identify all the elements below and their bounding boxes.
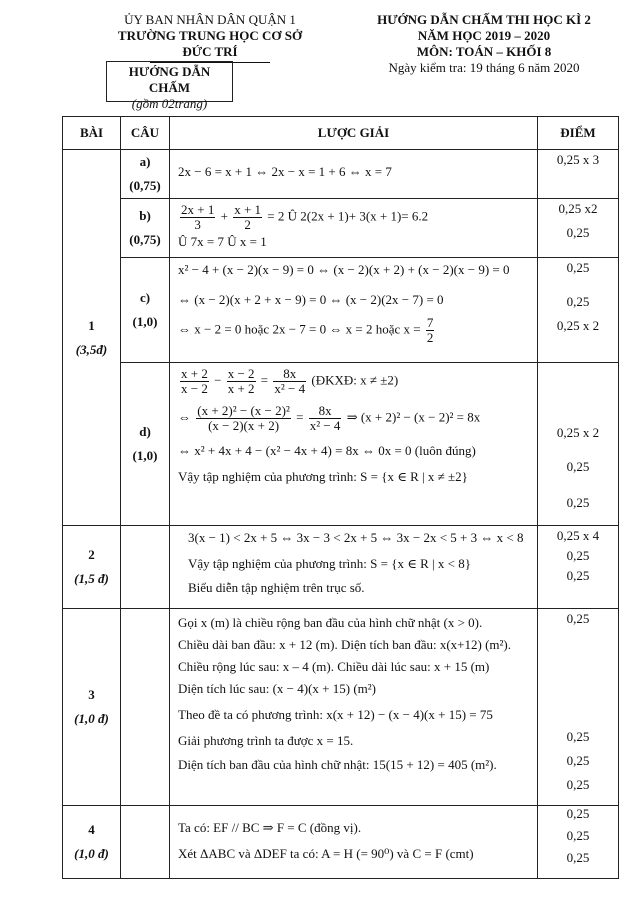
solution-line [178, 367, 531, 396]
score-value: 0,25 [566, 495, 590, 510]
district-committee: ỦY BAN NHÂN DÂN QUẬN 1 [124, 12, 296, 27]
numerator: 7 [426, 315, 434, 330]
problem-2-cell [63, 526, 121, 609]
solution-line [178, 404, 531, 433]
solution-1d [170, 363, 538, 526]
part-1c-cell [121, 258, 170, 363]
solution-line: Biểu diễn tập nghiệm trên trục số. [188, 580, 365, 595]
fraction [196, 404, 291, 433]
header-right [362, 12, 606, 76]
denominator: x − 2 [181, 381, 208, 396]
fraction [180, 203, 215, 232]
solution-line: Giải phương trình ta được x = 15. [178, 733, 354, 748]
table-header-row [63, 117, 619, 150]
score-value: 0,25 [566, 548, 590, 563]
exam-date: Ngày kiểm tra: 19 tháng 6 năm 2020 [388, 60, 580, 75]
problem-points: (3,5đ) [75, 341, 108, 357]
header-bai: BÀI [63, 117, 121, 150]
header-diem: ĐIỂM [538, 117, 619, 150]
score-value: 0,25 x 3 [556, 152, 600, 167]
table-row [63, 609, 619, 806]
part-1d-cell [121, 363, 170, 526]
score-value: 0,25 [566, 568, 590, 583]
score-value: 0,25 [566, 777, 590, 792]
numerator: x + 1 [234, 202, 262, 217]
part-points: (0,75) [129, 232, 161, 247]
table-row [63, 258, 619, 363]
grading-guide-title: HƯỚNG DẪN CHẤM [128, 64, 211, 95]
solution-line: Chiều rộng lúc sau: x – 4 (m). Chiều dài lúc sau: x + 15 (m) [178, 659, 490, 674]
score-1c [538, 258, 619, 363]
problem-3-cell [63, 609, 121, 806]
solution-line: x² − 4 + (x − 2)(x − 9) = 0 ⇔ (x − 2)(x + 2) + (x − 2)(x − 9) = 0 [178, 262, 510, 277]
score-1b [538, 199, 619, 258]
problem-1-cell [63, 150, 121, 526]
fraction [227, 367, 256, 396]
problem-4-cell [63, 806, 121, 879]
operator: ⇔ [178, 409, 191, 425]
problem-points: (1,5 đ) [74, 571, 109, 586]
equation-text: ⇔ x − 2 = 0 hoặc 2x − 7 = 0 ⇔ x = 2 hoặc x = [178, 321, 421, 337]
table-row [63, 806, 619, 879]
exam-title: HƯỚNG DẪN CHẤM THI HỌC KÌ 2 [377, 12, 591, 27]
part-label: b) [139, 208, 151, 223]
solution-3 [170, 609, 538, 806]
header-cau: CÂU [121, 117, 170, 150]
header-luoc-giai: LƯỢC GIẢI [170, 117, 538, 150]
score-value: 0,25 [566, 225, 590, 240]
part-points: (1,0) [132, 314, 158, 329]
part-label: d) [139, 424, 151, 439]
score-3 [538, 609, 619, 806]
table-row [63, 199, 619, 258]
solution-line: Xét ΔABC và ΔDEF ta có: A = H (= 90⁰) và C = F (cmt) [178, 846, 474, 861]
part-1b-cell [121, 199, 170, 258]
table-row [63, 363, 619, 526]
part-label: a) [139, 154, 151, 169]
score-value: 0,25 [566, 729, 590, 744]
solution-2 [170, 526, 538, 609]
solution-1b [170, 199, 538, 258]
score-value: 0,25 [566, 806, 590, 821]
equation-rest: ⇒ (x + 2)² − (x − 2)² = 8x [346, 409, 481, 425]
numerator: (x + 2)² − (x − 2)² [197, 403, 290, 418]
solution-line: Diện tích ban đầu của hình chữ nhật: 15(15 + 12) = 405 (m²). [178, 757, 497, 772]
part-4-cell [121, 806, 170, 879]
score-value: 0,25 x 2 [556, 318, 600, 333]
problem-number: 1 [88, 317, 95, 333]
subject-grade: MÔN: TOÁN – KHỐI 8 [416, 44, 552, 59]
denominator: x + 2 [227, 381, 255, 396]
solution-line: 2x − 6 = x + 1 ⇔ 2x − x = 1 + 6 ⇔ x = 7 [178, 164, 392, 179]
score-2 [538, 526, 619, 609]
score-value: 0,25 [566, 459, 590, 474]
numerator: x + 2 [181, 366, 208, 381]
denominator: (x − 2)(x + 2) [208, 418, 280, 433]
problem-number: 4 [88, 822, 95, 837]
table-row [63, 150, 619, 199]
score-value: 0,25 [566, 611, 590, 626]
denominator: x² − 4 [309, 418, 341, 433]
solution-line: 3(x − 1) < 2x + 5 ⇔ 3x − 3 < 2x + 5 ⇔ 3x − 2x < 5 + 3 ⇔ x < 8 [188, 530, 524, 545]
score-value: 0,25 x 4 [556, 528, 600, 543]
operator: = [296, 409, 304, 425]
solution-1a [170, 150, 538, 199]
page-count-note: (gồm 02trang) [131, 96, 208, 111]
solution-line [178, 203, 531, 232]
score-1d [538, 363, 619, 526]
solution-line: Diện tích lúc sau: (x − 4)(x + 15) (m²) [178, 681, 376, 696]
solution-line: Vậy tập nghiệm của phương trình: S = {x ∈ R | x < 8} [188, 556, 471, 571]
operator: = [260, 372, 269, 388]
denominator: 3 [194, 217, 201, 232]
fraction [426, 316, 435, 345]
equation-rest: = 2 Û 2(2x + 1)+ 3(x + 1)= 6.2 [267, 208, 429, 224]
score-value: 0,25 [566, 828, 590, 843]
school-name: TRƯỜNG TRUNG HỌC CƠ SỞ ĐỨC TRÍ [117, 28, 303, 59]
denominator: x² − 4 [274, 381, 306, 396]
solution-line: Vậy tập nghiệm của phương trình: S = {x ∈ R | x ≠ ±2} [178, 469, 468, 484]
part-points: (0,75) [129, 178, 161, 193]
domain-condition: (ĐKXĐ: x ≠ ±2) [311, 372, 399, 388]
numerator: x − 2 [227, 366, 255, 381]
solution-1c [170, 258, 538, 363]
score-value: 0,25 [566, 850, 590, 865]
numerator: 8x [309, 404, 342, 419]
solution-line: Theo đề ta có phương trình: x(x + 12) − (x − 4)(x + 15) = 75 [178, 707, 493, 722]
problem-number: 2 [88, 547, 95, 562]
solution-line [178, 316, 531, 345]
fraction [309, 404, 342, 433]
score-value: 0,25 [566, 753, 590, 768]
operator: − [214, 372, 222, 388]
table-row [63, 526, 619, 609]
numerator: 2x + 1 [181, 202, 215, 217]
part-label: c) [139, 290, 151, 305]
solution-line: Ta có: EF // BC ⇒ F = C (đồng vị). [178, 820, 362, 835]
denominator: 2 [426, 330, 434, 345]
grading-guide-box [106, 61, 233, 111]
problem-number: 3 [88, 687, 95, 702]
score-value: 0,25 x 2 [556, 425, 600, 440]
solution-line: Gọi x (m) là chiều rộng ban đầu của hình chữ nhật (x > 0). [178, 615, 483, 630]
score-value: 0,25 [566, 294, 590, 309]
part-1a-cell [121, 150, 170, 199]
solution-line: Chiều dài ban đầu: x + 12 (m). Diện tích ban đầu: x(x+12) (m²). [178, 637, 512, 652]
operator: + [220, 208, 228, 224]
solution-line: ⇔ (x − 2)(x + 2 + x − 9) = 0 ⇔ (x − 2)(2x − 7) = 0 [178, 292, 444, 307]
fraction [180, 367, 209, 396]
denominator: 2 [244, 217, 251, 232]
score-1a [538, 150, 619, 199]
fraction [233, 203, 262, 232]
grading-table [62, 116, 619, 879]
score-4 [538, 806, 619, 879]
solution-4 [170, 806, 538, 879]
part-3-cell [121, 609, 170, 806]
school-year: NĂM HỌC 2019 – 2020 [417, 28, 551, 43]
part-2-cell [121, 526, 170, 609]
part-points: (1,0) [132, 448, 158, 463]
solution-line: ⇔ x² + 4x + 4 − (x² − 4x + 4) = 8x ⇔ 0x = 0 (luôn đúng) [178, 443, 476, 458]
header-left [110, 12, 310, 67]
fraction [273, 367, 306, 396]
problem-points: (1,0 đ) [74, 846, 109, 861]
problem-points: (1,0 đ) [74, 711, 109, 726]
numerator: 8x [273, 367, 306, 382]
score-value: 0,25 [566, 260, 590, 275]
solution-line: Û 7x = 7 Û x = 1 [178, 234, 267, 249]
score-value: 0,25 x2 [558, 201, 598, 216]
